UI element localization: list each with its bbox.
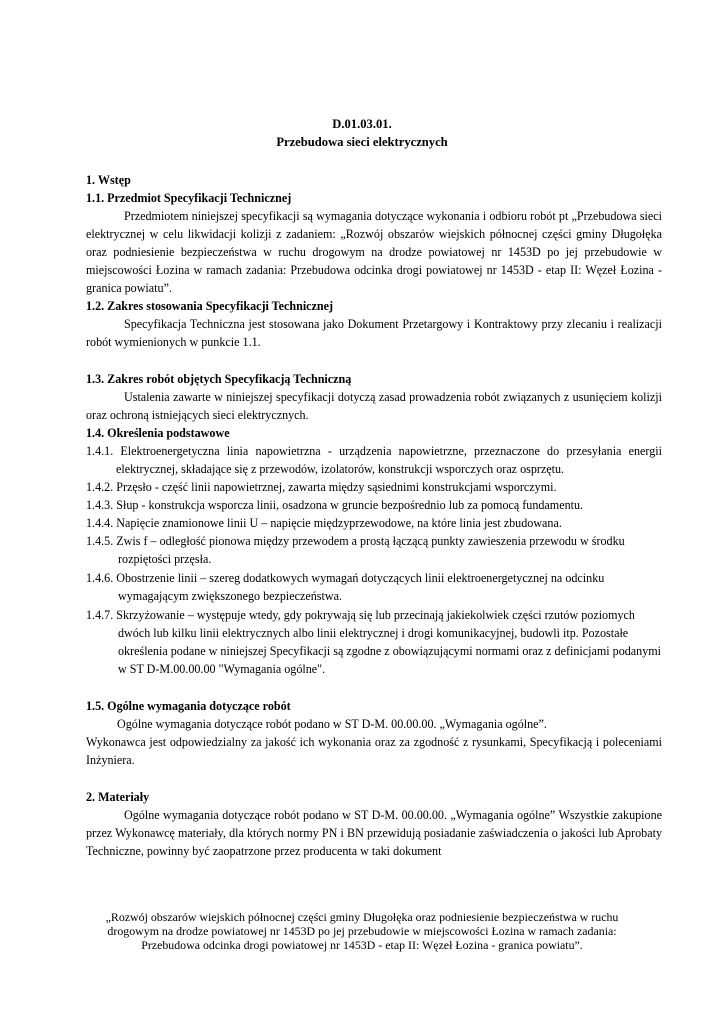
paragraph-1-5-b: Wykonawca jest odpowiedzialny za jakość ich wykonania oraz za zgodność z rysunkami, Specyfikacją i poleceniami Inżyniera. [86, 735, 662, 767]
paragraph-1-5-a: Ogólne wymagania dotyczące robót podano w ST D-M. 00.00.00. „Wymagania ogólne”. [117, 717, 547, 731]
definition-1-4-2: 1.4.2. Przęsło - część linii napowietrznej, zawarta między sąsiednimi konstrukcjami wsporczymi. [86, 480, 557, 494]
definition-1-4-6-line1: 1.4.6. Obostrzenie linii – szereg dodatkowych wymagań dotyczących linii elektroenergetycznej na odcinku [86, 571, 605, 585]
document-title: Przebudowa sieci elektrycznych [276, 135, 448, 149]
paragraph-1-2: Specyfikacja Techniczna jest stosowana jako Dokument Przetargowy i Kontraktowy przy zlecaniu i realizacji robót wymienionych w punkcie 1.1. [86, 317, 662, 349]
definition-1-4-6-line2: wymagającym zwiększonego bezpieczeństwa. [118, 589, 342, 603]
paragraph-1-3: Ustalenia zawarte w niniejszej specyfikacji dotyczą zasad prowadzenia robót związanych z usunięciem kolizji oraz ochroną istniejących sieci elektrycznych. [86, 390, 662, 422]
section-heading-1-1: 1.1. Przedmiot Specyfikacji Technicznej [86, 191, 292, 205]
section-heading-1-4: 1.4. Określenia podstawowe [86, 426, 230, 440]
definition-1-4-5-line1: 1.4.5. Zwis f – odległość pionowa między przewodem a prostą łączącą punkty zawieszenia przewodu w środku [86, 534, 625, 548]
page-footer: „Rozwój obszarów wiejskich północnej części gminy Długołęka oraz podniesienie bezpieczeństwa w ruchu drogowym na drodze powiatowej nr 1453D po jej przebudowie w miejscowości Łozina w ramach zadania: Przebudowa odcinka drogi powiatowej nr 1453D - etap II: Węzeł Łozina - granica powiatu”. [105, 910, 619, 952]
definition-1-4-7-rest: dwóch lub kilku linii elektrycznych albo linii elektrycznej i drogi komunikacyjnej, budowli itp. Pozostałe określenia podane w niniejszej Specyfikacji są zgodne z obowiązującymi normami oraz z definicjami podanymi w ST D-M.00.00.00 "Wymagania ogólne". [118, 626, 662, 676]
definition-1-4-6 [86, 569, 662, 605]
paragraph-1-1: Przedmiotem niniejszej specyfikacji są wymagania dotyczące wykonania i odbioru robót pt „Przebudowa sieci elektrycznej w celu likwidacji kolizji z zadaniem: „Rozwój obszarów wiejskich północnej części gminy Długołęka oraz podniesienie bezpieczeństwa w ruchu drogowym na drodze powiatowej nr 1453D po jej przebudowie w miejscowości Łozina w ramach zadania: Przebudowa odcinka drogi powiatowej nr 1453D - etap II: Węzeł Łozina - granica powiatu”. [86, 209, 662, 295]
definition-1-4-5-line2: rozpiętości przęsła. [118, 552, 212, 566]
definition-1-4-4: 1.4.4. Napięcie znamionowe linii U – napięcie międzyprzewodowe, na które linia jest zbudowana. [86, 516, 562, 530]
section-heading-1: 1. Wstęp [86, 173, 131, 187]
section-heading-1-2: 1.2. Zakres stosowania Specyfikacji Technicznej [86, 299, 334, 313]
definition-1-4-7 [86, 606, 662, 678]
definition-1-4-5 [86, 532, 662, 568]
paragraph-2: Ogólne wymagania dotyczące robót podano w ST D-M. 00.00.00. „Wymagania ogólne” Wszystkie zakupione przez Wykonawcę materiały, dla których normy PN i BN przewidują posiadanie zaświadczenia o jakości lub Aprobaty Techniczne, powinny być zaopatrzone przez producenta w taki dokument [86, 808, 662, 858]
definition-1-4-7-line1: 1.4.7. Skrzyżowanie – występuje wtedy, gdy pokrywają się lub przecinają jakiekolwiek części rzutów poziomych [86, 608, 635, 622]
definition-1-4-3: 1.4.3. Słup - konstrukcja wsporcza linii, osadzona w gruncie bezpośrednio lub za pomocą fundamentu. [86, 498, 584, 512]
definition-1-4-1: 1.4.1. Elektroenergetyczna linia napowietrzna - urządzenia napowietrzne, przeznaczone do przesyłania energii elektrycznej, składające się z przewodów, izolatorów, konstrukcji wsporczych oraz osprzętu. [86, 444, 662, 476]
document-code: D.01.03.01. [332, 117, 392, 131]
section-heading-1-5: 1.5. Ogólne wymagania dotyczące robót [86, 699, 291, 713]
section-heading-1-3: 1.3. Zakres robót objętych Specyfikacją Techniczną [86, 372, 352, 386]
section-heading-2: 2. Materiały [86, 790, 150, 804]
